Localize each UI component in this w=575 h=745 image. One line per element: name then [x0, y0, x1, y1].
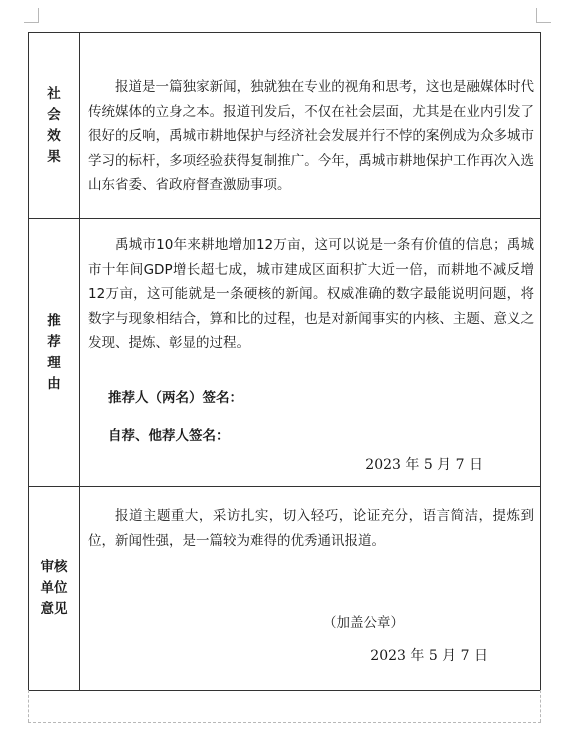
social-effect-row — [29, 33, 541, 219]
recommendation-date: 2023 年 5 月 7 日 — [365, 456, 483, 473]
page-margin-line-left — [28, 690, 29, 722]
page-margin-line-bottom — [28, 722, 541, 723]
review-date: 2023 年 5 月 7 日 — [370, 648, 488, 664]
social-effect-label: 社 会 效 果 — [47, 85, 61, 165]
recommendation-reason-content-cell[interactable] — [80, 219, 541, 487]
recommendation-form-table — [28, 32, 541, 691]
recommender-signature-label: 推荐人（两名）签名： — [108, 389, 243, 406]
official-seal-placeholder: （加盖公章） — [323, 615, 404, 631]
review-unit-opinion-label: 审核 单位 意见 — [40, 559, 68, 617]
recommendation-reason-label: 推 荐 理 由 — [47, 312, 61, 392]
review-unit-opinion-row — [29, 487, 541, 691]
review-unit-opinion-text: 报道主题重大，采访扎实，切入轻巧，论证充分，语言简洁，提炼到位，新闻性强，是一篇较为难得的优秀通讯报道。 — [88, 508, 534, 549]
page-corner-mark-top-right — [536, 8, 551, 23]
page-margin-line-right — [540, 690, 541, 722]
recommendation-reason-label-cell — [29, 219, 80, 487]
page-corner-mark-top-left — [24, 8, 39, 23]
self-recommender-signature-label: 自荐、他荐人签名： — [108, 427, 230, 444]
social-effect-label-cell — [29, 33, 80, 219]
social-effect-content-cell[interactable] — [80, 33, 541, 219]
review-unit-opinion-label-cell — [29, 487, 80, 691]
recommendation-reason-row — [29, 219, 541, 487]
social-effect-text: 报道是一篇独家新闻，独就独在专业的视角和思考，这也是融媒体时代传统媒体的立身之本。报道刊发后，不仅在社会层面，尤其是在业内引发了很好的反响，禹城市耕地保护与经济社会发展并行不悖的案例成为众多城市学习的标杆，多项经验获得复制推广。今年，禹城市耕地保护工作再次入选山东省委、省政府督查激励事项。 — [88, 79, 534, 193]
recommendation-reason-text: 禹城市10年来耕地增加12万亩，这可以说是一条有价值的信息；禹城市十年间GDP增长超七成，城市建成区面积扩大近一倍，而耕地不减反增12万亩，这可能就是一条硬核的新闻。权威准确的数字最能说明问题，将数字与现象相结合，算和比的过程，也是对新闻事实的内核、主题、意义之发现、提炼、彰显的过程。 — [88, 237, 534, 351]
review-unit-opinion-content-cell[interactable] — [80, 487, 541, 691]
